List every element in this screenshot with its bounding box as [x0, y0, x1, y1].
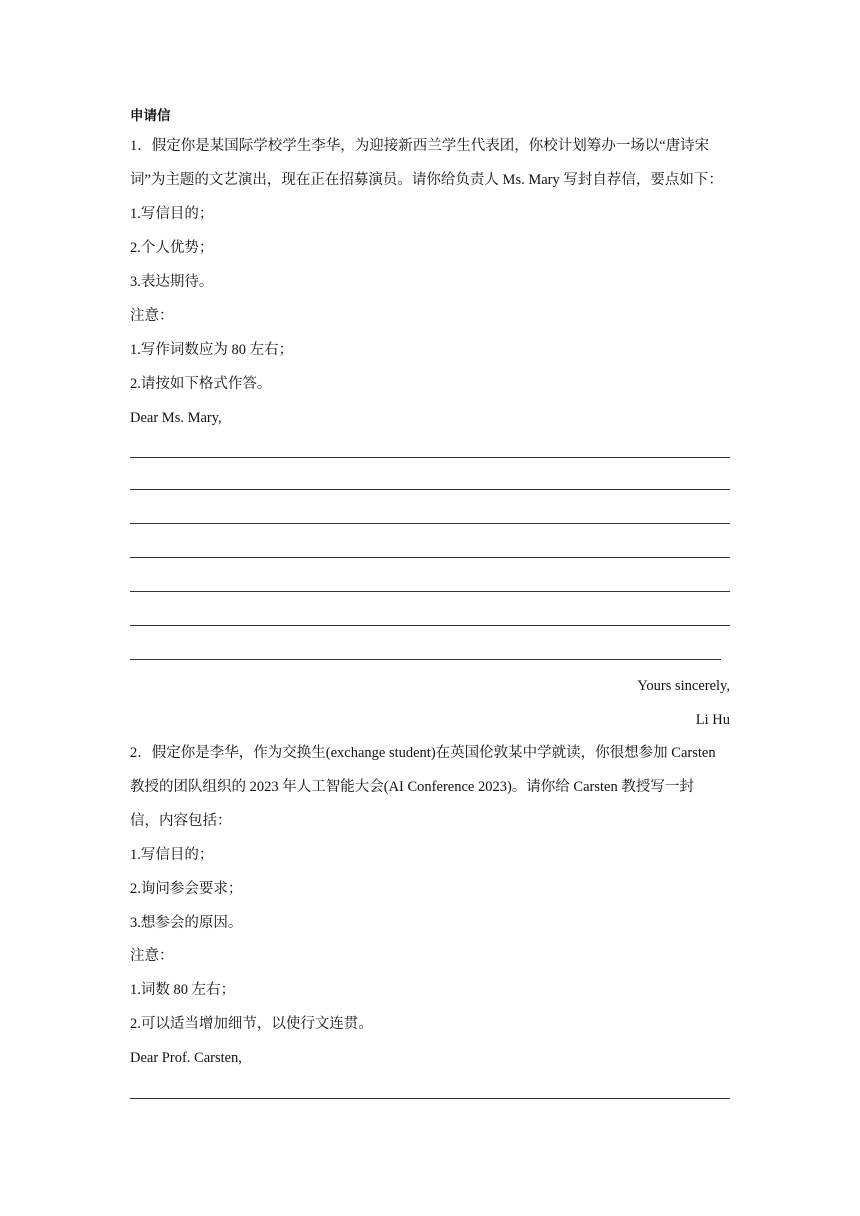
q1-answer-line: [130, 489, 730, 490]
q2-note-1: 1.词数 80 左右；: [130, 982, 236, 998]
q2-prompt-line-1: 2．假定你是李华，作为交换生(exchange student)在英国伦敦某中学就读，你很想参加 Carsten: [130, 745, 716, 761]
q2-salutation: Dear Prof. Carsten,: [130, 1050, 242, 1066]
q1-signature: Li Hu: [695, 712, 730, 728]
q1-answer-line: [130, 457, 730, 458]
q2-point-2: 2.询问参会要求；: [130, 881, 243, 897]
q1-closing: Yours sincerely,: [637, 678, 730, 694]
q1-answer-line: [130, 523, 730, 524]
q2-point-3: 3.想参会的原因。: [130, 915, 243, 931]
q1-note-1: 1.写作词数应为 80 左右；: [130, 342, 294, 358]
q1-point-2: 2.个人优势；: [130, 240, 214, 256]
q2-prompt-line-3: 信，内容包括：: [130, 813, 232, 829]
q2-point-1: 1.写信目的；: [130, 847, 214, 863]
q1-point-3: 3.表达期待。: [130, 274, 214, 290]
q2-prompt-line-2: 教授的团队组织的 2023 年人工智能大会(AI Conference 2023)。请你给 Carsten 教授写一封: [130, 779, 694, 795]
q1-prompt-line-1: 1．假定你是某国际学校学生李华，为迎接新西兰学生代表团，你校计划筹办一场以“唐诗宋: [130, 138, 710, 154]
q2-note-2: 2.可以适当增加细节，以使行文连贯。: [130, 1016, 373, 1032]
q1-answer-line: [130, 625, 730, 626]
q2-answer-line: [130, 1098, 730, 1099]
q1-answer-line: [130, 557, 730, 558]
q1-salutation: Dear Ms. Mary,: [130, 410, 222, 426]
section-title: 申请信: [130, 108, 171, 124]
q1-answer-line: [130, 659, 721, 660]
q2-note-label: 注意：: [130, 948, 174, 964]
q1-note-label: 注意：: [130, 308, 174, 324]
q1-prompt-line-2: 词”为主题的文艺演出，现在正在招募演员。请你给负责人 Ms. Mary 写封自荐信，要点如下：: [130, 172, 723, 188]
q1-note-2: 2.请按如下格式作答。: [130, 376, 272, 392]
q1-point-1: 1.写信目的；: [130, 206, 214, 222]
q1-answer-line: [130, 591, 730, 592]
